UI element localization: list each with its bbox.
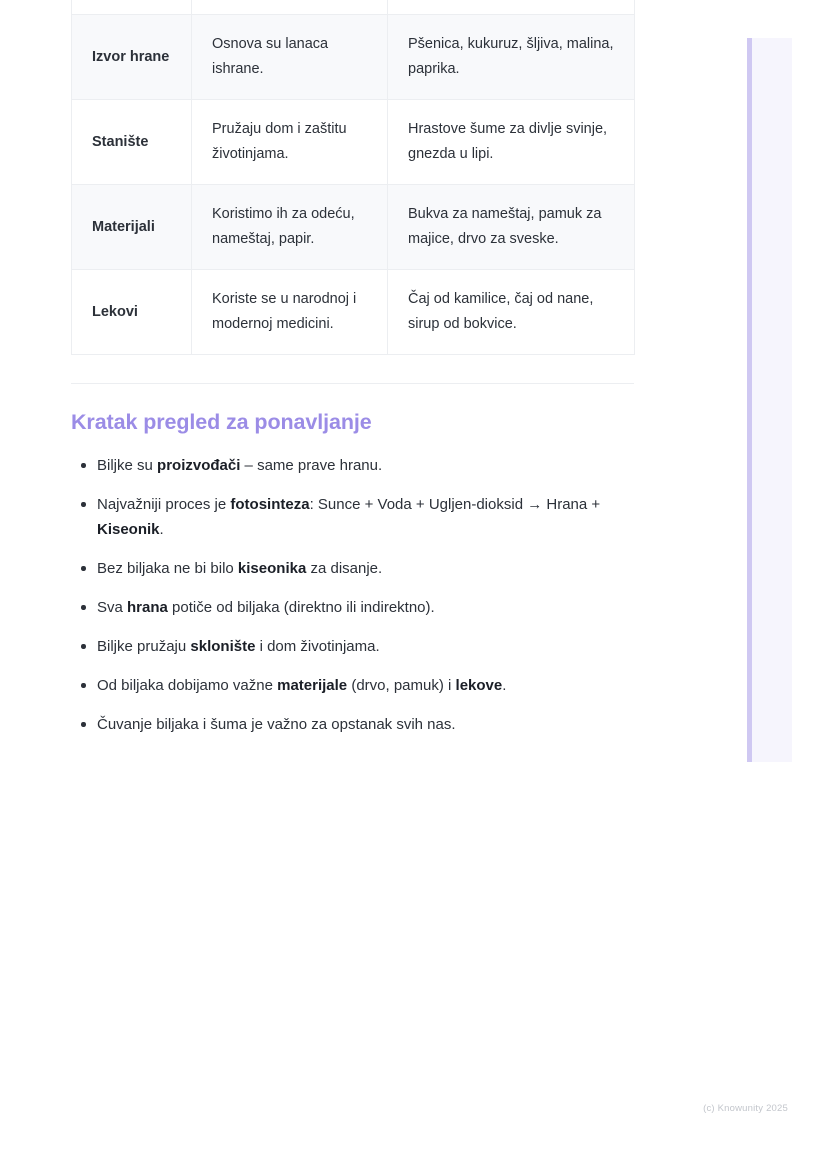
bullet-emphasis: kiseonika [237,560,307,577]
row-description: Koriste se u narodnoj i modernoj medicini. [192,270,388,355]
bullet-emphasis: Kiseonik [97,521,160,538]
clipped-cell-examples [388,0,635,15]
bullet-text: Od biljaka dobijamo važne [97,677,278,694]
bullet-text: Sva [97,599,128,616]
row-description: Pružaju dom i zaštitu životinjama. [192,100,388,185]
table-body [72,0,635,355]
section-heading: Kratak pregled za ponavljanje [71,410,372,434]
bullet-emphasis: lekove [455,677,503,694]
bullet-text: Najvažniji proces je [97,496,231,513]
bullet-emphasis: sklonište [190,638,256,655]
summary-bullet-item [97,453,634,478]
section-divider [71,383,634,384]
bullet-text: : Sunce + Voda + Ugljen-dioksid → Hrana + [309,496,601,513]
row-label: Izvor hrane [72,15,192,100]
bullet-text: Biljke pružaju [97,638,191,655]
bullet-emphasis: materijale [277,677,348,694]
bullet-text: potiče od biljaka (direktno ili indirektno). [167,599,435,616]
summary-bullet-item [97,712,634,737]
summary-bullet-item [97,673,634,698]
clipped-cell-label [72,0,192,15]
bullet-text: . [502,677,507,694]
row-label: Lekovi [72,270,192,355]
bullet-text: i dom životinjama. [255,638,380,655]
table-row [72,270,635,355]
row-label: Materijali [72,185,192,270]
summary-bullet-item [97,556,634,581]
summary-bullet-item [97,595,634,620]
bullet-text: Biljke su [97,457,158,474]
bullet-text: – same prave hranu. [240,457,383,474]
row-examples: Bukva za nameštaj, pamuk za majice, drvo za sveske. [388,185,635,270]
bullet-text: Čuvanje biljaka i šuma je važno za opstanak svih nas. [97,716,456,733]
document-content [71,0,634,751]
row-examples: Hrastove šume za divlje svinje, gnezda u lipi. [388,100,635,185]
summary-bullet-list [71,453,634,737]
table-row [72,185,635,270]
table-row [72,100,635,185]
table-row [72,15,635,100]
row-label: Stanište [72,100,192,185]
bullet-text: za disanje. [306,560,383,577]
bullet-emphasis: fotosinteza [230,496,310,513]
plant-importance-table [71,0,635,355]
bullet-text: Bez biljaka ne bi bilo [97,560,238,577]
decorative-side-strip [747,38,792,762]
footer-copyright: (c) Knowunity 2025 [703,1103,788,1114]
clipped-cell-description [192,0,388,15]
table-row-clipped [72,0,635,15]
summary-bullet-item [97,634,634,659]
bullet-emphasis: hrana [127,599,168,616]
bullet-text: (drvo, pamuk) i [347,677,456,694]
row-description: Koristimo ih za odeću, nameštaj, papir. [192,185,388,270]
row-examples: Čaj od kamilice, čaj od nane, sirup od bokvice. [388,270,635,355]
summary-bullet-item [97,492,634,542]
bullet-emphasis: proizvođači [157,457,241,474]
row-description: Osnova su lanaca ishrane. [192,15,388,100]
row-examples: Pšenica, kukuruz, šljiva, malina, paprika. [388,15,635,100]
bullet-text: . [159,521,164,538]
